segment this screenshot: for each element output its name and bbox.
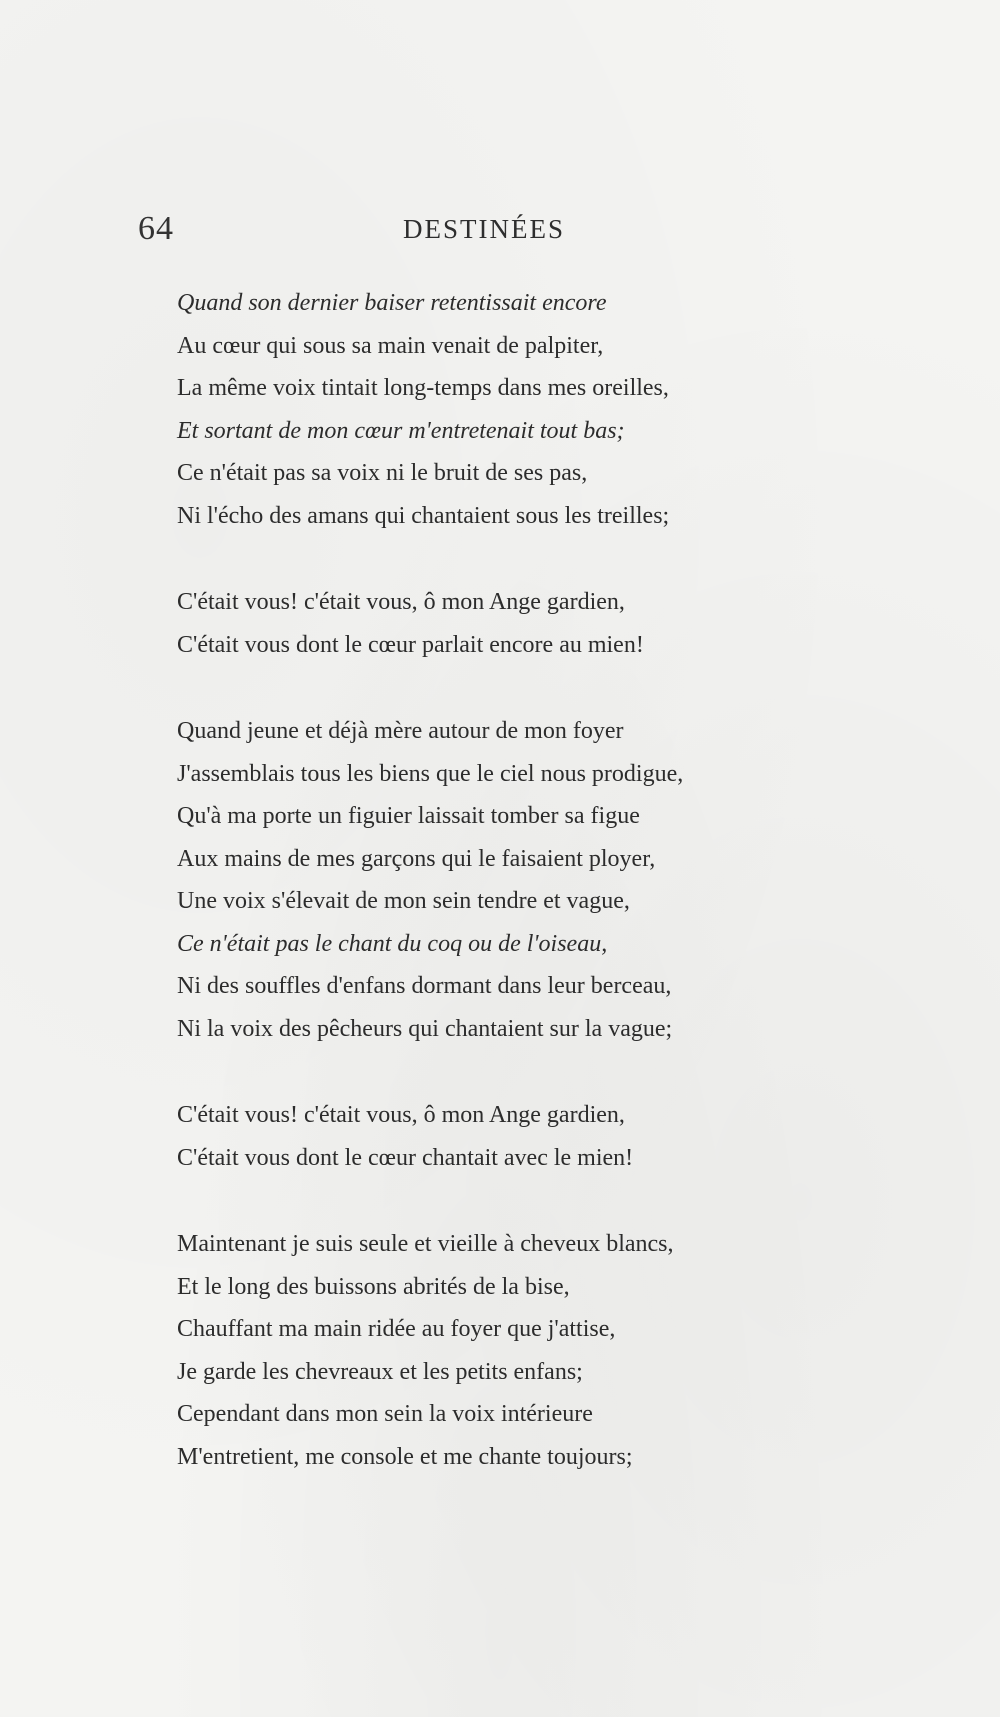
verse-line: C'était vous! c'était vous, ô mon Ange gardien, [177, 589, 625, 615]
verse-line: Ce n'était pas sa voix ni le bruit de ses pas, [177, 460, 588, 486]
verse-line: La même voix tintait long-temps dans mes oreilles, [177, 375, 669, 401]
verse-line: Aux mains de mes garçons qui le faisaient ployer, [177, 845, 656, 872]
verse-line: C'était vous dont le cœur parlait encore au mien! [177, 631, 644, 658]
verse-line: Ni des souffles d'enfans dormant dans leur berceau, [177, 973, 672, 999]
verse-line: J'assemblais tous les biens que le ciel nous prodigue, [177, 760, 684, 787]
verse-line: Quand jeune et déjà mère autour de mon foyer [177, 718, 624, 744]
verse-line: M'entretient, me console et me chante toujours; [177, 1443, 633, 1470]
verse-line: Et le long des buissons abrités de la bise, [177, 1273, 570, 1300]
verse-line: Ni la voix des pêcheurs qui chantaient sur la vague; [177, 1015, 673, 1042]
stanza-gap [177, 666, 797, 710]
verse-line: Ce n'était pas le chant du coq ou de l'oiseau, [177, 930, 608, 957]
running-title: DESTINÉES [403, 214, 565, 244]
verse-line: Qu'à ma porte un figuier laissait tomber sa figue [177, 803, 640, 829]
verse-line: Maintenant je suis seule et vieille à cheveux blancs, [177, 1231, 674, 1257]
page-number: 64 [138, 210, 174, 247]
poem-body [177, 282, 797, 1478]
verse-line: Cependant dans mon sein la voix intérieure [177, 1401, 593, 1427]
stanza-gap [177, 1050, 797, 1094]
verse-line: Ni l'écho des amans qui chantaient sous les treilles; [177, 502, 670, 529]
verse-line: Chauffant ma main ridée au foyer que j'attise, [177, 1316, 616, 1342]
stanza [177, 1094, 797, 1179]
page-header [138, 210, 758, 254]
stanza [177, 1223, 797, 1478]
verse-line: C'était vous dont le cœur chantait avec le mien! [177, 1144, 634, 1171]
stanza [177, 710, 797, 1050]
verse-line: Je garde les chevreaux et les petits enfans; [177, 1358, 583, 1385]
verse-line: Une voix s'élevait de mon sein tendre et vague, [177, 888, 630, 914]
verse-line: Au cœur qui sous sa main venait de palpiter, [177, 332, 604, 359]
stanza-gap [177, 1179, 797, 1223]
stanza [177, 581, 797, 666]
verse-line: Et sortant de mon cœur m'entretenait tout bas; [177, 417, 625, 444]
stanza-gap [177, 537, 797, 581]
verse-line: Quand son dernier baiser retentissait encore [177, 290, 607, 316]
verse-line: C'était vous! c'était vous, ô mon Ange gardien, [177, 1102, 625, 1128]
stanza [177, 282, 797, 537]
